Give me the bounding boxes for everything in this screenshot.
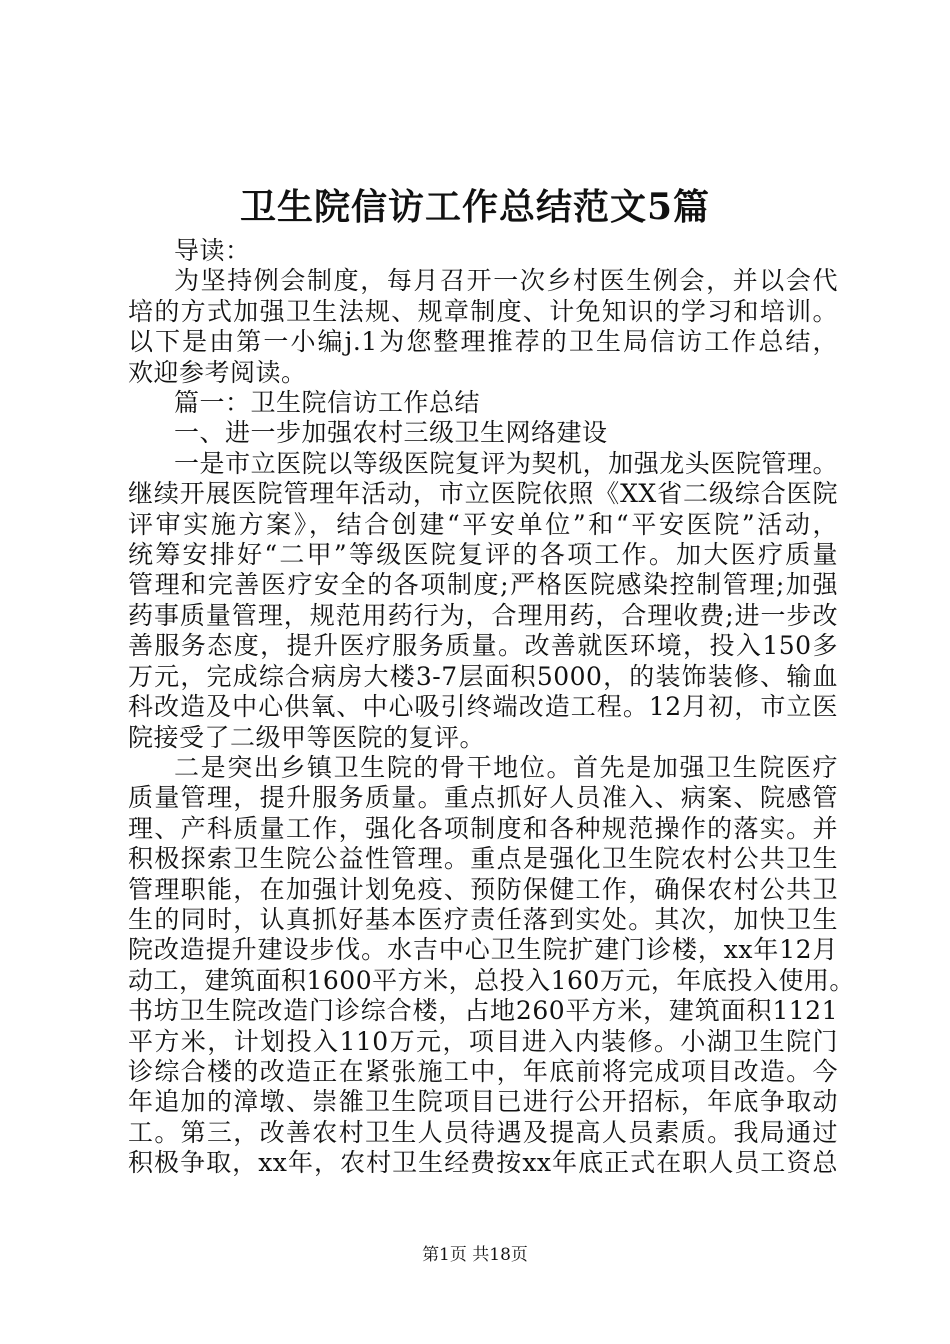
text-line: 万元，完成综合病房大楼3-7层面积5000，的装饰装修、输血	[128, 661, 838, 691]
text-line: 积极探索卫生院公益性管理。重点是强化卫生院农村公共卫生	[128, 844, 838, 874]
text-line: 以下是由第一小编j.1为您整理推荐的卫生局信访工作总结，	[128, 327, 838, 357]
text-line: 一是市立医院以等级医院复评为契机，加强龙头医院管理。	[174, 448, 838, 478]
document-title: 卫生院信访工作总结范文5篇	[239, 186, 711, 228]
document-body	[128, 236, 855, 1179]
text-line: 培的方式加强卫生法规、规章制度、计免知识的学习和培训。	[128, 296, 838, 326]
section-heading: 篇一：卫生院信访工作总结	[174, 388, 481, 418]
text-line: 继续开展医院管理年活动，市立医院依照《XX省二级综合医院	[128, 479, 838, 509]
text-line: 平方米，计划投入110万元，项目进入内装修。小湖卫生院门	[128, 1026, 838, 1056]
text-line: 二是突出乡镇卫生院的骨干地位。首先是加强卫生院医疗	[174, 752, 838, 782]
text-line: 理、产科质量工作，强化各项制度和各种规范操作的落实。并	[128, 813, 838, 843]
text-line: 诊综合楼的改造正在紧张施工中，年底前将完成项目改造。今	[128, 1056, 838, 1086]
text-line: 积极争取，xx年，农村卫生经费按xx年底正式在职人员工资总	[128, 1148, 838, 1178]
subsection-heading: 一、进一步加强农村三级卫生网络建设	[174, 418, 608, 448]
page-indicator: 第1页 共18页	[422, 1245, 528, 1265]
text-line: 工。第三，改善农村卫生人员待遇及提高人员素质。我局通过	[128, 1117, 838, 1147]
text-line: 为坚持例会制度，每月召开一次乡村医生例会，并以会代	[174, 266, 838, 296]
text-line: 善服务态度，提升医疗服务质量。改善就医环境，投入150多	[128, 631, 838, 661]
text-line: 统筹安排好“二甲”等级医院复评的各项工作。加大医疗质量	[128, 540, 838, 570]
text-line: 评审实施方案》，结合创建“平安单位”和“平安医院”活动，	[128, 509, 838, 539]
text-line: 动工，建筑面积1600平方米，总投入160万元，年底投入使用。	[128, 965, 855, 995]
text-line: 年追加的漳墩、崇雒卫生院项目已进行公开招标，年底争取动	[128, 1087, 838, 1117]
text-line: 院改造提升建设步伐。水吉中心卫生院扩建门诊楼，xx年12月	[128, 935, 838, 965]
text-line: 管理职能，在加强计划免疫、预防保健工作，确保农村公共卫	[128, 874, 838, 904]
text-line: 生的同时，认真抓好基本医疗责任落到实处。其次，加快卫生	[128, 904, 838, 934]
text-line: 药事质量管理，规范用药行为，合理用药，合理收费;进一步改	[128, 600, 838, 630]
text-line: 管理和完善医疗安全的各项制度;严格医院感染控制管理;加强	[128, 570, 838, 600]
text-line: 欢迎参考阅读。	[128, 357, 307, 387]
text-line: 书坊卫生院改造门诊综合楼，占地260平方米，建筑面积1121	[128, 996, 838, 1026]
text-line: 院接受了二级甲等医院的复评。	[128, 722, 486, 752]
text-line: 质量管理，提升服务质量。重点抓好人员准入、病案、院感管	[128, 783, 838, 813]
lead-label: 导读：	[174, 236, 251, 265]
text-line: 科改造及中心供氧、中心吸引终端改造工程。12月初，市立医	[128, 692, 838, 722]
